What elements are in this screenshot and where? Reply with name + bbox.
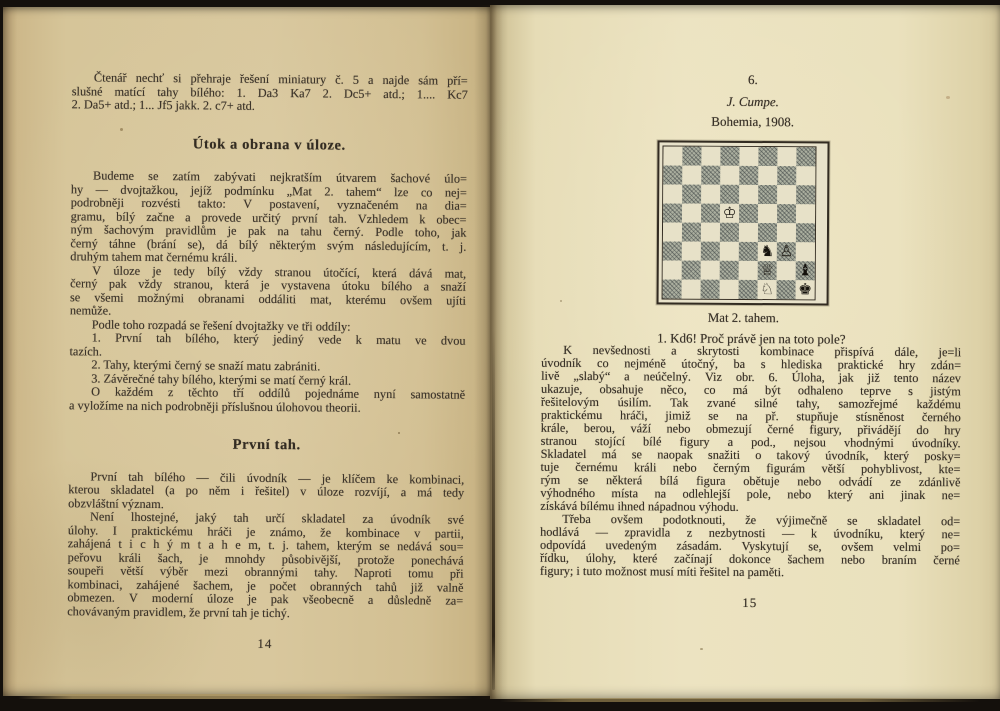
text-line: podrobněji rozvésti takto: V postavení, vyznačeném na dia= [70, 195, 467, 213]
paragraph [72, 71, 468, 115]
white-king: ♔ [722, 203, 737, 222]
text-line: úvodník co nejméně útočný, ba s hlediska praktické hry zdán= [541, 355, 962, 373]
square-g5 [777, 204, 796, 223]
text-line: obzvláštní význam. [68, 495, 164, 511]
paragraph [67, 510, 464, 621]
text-line: Třeba ovšem podotknouti, že výjimečně se skladatel od= [562, 511, 961, 529]
right-text-column [540, 344, 961, 581]
square-b1 [682, 280, 701, 299]
square-c1 [701, 280, 720, 299]
square-a7 [663, 165, 682, 184]
chess-board [662, 145, 817, 300]
text-line: Skladatel má se naopak snažiti o takový úvodník, který posky= [540, 446, 961, 464]
square-g1 [777, 280, 796, 299]
paragraph [70, 264, 466, 321]
left-text-column [67, 71, 468, 621]
black-king: ♚ [798, 280, 813, 299]
section-heading: Útok a obrana v úloze. [192, 135, 346, 154]
square-b3 [682, 242, 701, 261]
text-line: kombinaci, zahájené šachem, je počet obranných tahů již valně [67, 576, 464, 595]
square-e8 [739, 147, 758, 166]
problem-source: Bohemia, 1908. [711, 113, 795, 130]
paragraph [68, 470, 464, 514]
black-knight: ♞ [760, 242, 775, 261]
text-line: livě „slabý“ a neúčelný. Viz obr. 6. Úloha, jak již tento název [541, 368, 961, 386]
square-d3 [720, 242, 739, 261]
text-line: stranou stojící bílé figury a pod., nejsou vhodnými úvodníky. [540, 433, 961, 451]
square-g4 [777, 223, 796, 242]
right-page-content [540, 4, 964, 611]
white-pawn: ♙ [779, 242, 794, 261]
black-bishop: ♝ [798, 261, 813, 280]
text-line: V úloze je tedy bílý vždy stranou útočící, která dává mat, [92, 262, 467, 281]
square-e2 [739, 261, 758, 280]
square-g3 [777, 242, 796, 261]
text-line: figury; i tuto možnost musí míti řešitel na paměti. [539, 563, 785, 580]
square-c3 [701, 242, 720, 261]
square-f6 [758, 185, 777, 204]
square-c4 [701, 223, 720, 242]
text-line: druhým tahem mat černému králi. [70, 249, 238, 265]
text-line: zahájená t i c h ý m t a h e m, t. j. tahem, kterým se nedává sou= [67, 536, 464, 554]
square-g6 [777, 185, 796, 204]
text-line: 2. Tahy, kterými černý se snaží matu zabrániti. [91, 357, 321, 374]
text-line: řídku, úlohy, které začínají dokonce šachem nebo braním černé [539, 550, 960, 568]
problem-author: J. Cumpe. [726, 93, 779, 110]
text-line: odpovídá uvedeným zásadám. Vyskytují se, ovšem velmi po= [540, 537, 961, 555]
square-b7 [682, 166, 701, 185]
page-number-left: 14 [257, 635, 273, 652]
square-a8 [663, 146, 682, 165]
text-line: ukazuje, obsahuje něco, co má být odhaleno teprve s jistým [540, 381, 961, 399]
square-c2 [701, 261, 720, 280]
text-line: černý pak vždy stranou, která je vystavena útoku bílého a snaží [70, 276, 467, 294]
square-f7 [758, 166, 777, 185]
square-d2 [720, 261, 739, 280]
text-line: černý táhne (brání se), dá bílý některým svým následujícím, t. j. [70, 235, 467, 254]
paragraph [69, 385, 465, 415]
square-f1 [758, 280, 777, 299]
square-e7 [739, 166, 758, 185]
square-f2 [758, 261, 777, 280]
chess-diagram [657, 140, 830, 305]
square-d6 [720, 185, 739, 204]
square-f3 [758, 242, 777, 261]
square-g2 [777, 261, 796, 280]
text-line: krále, berou, váží nebo obmezují černé figury, přivádějí do hry [540, 420, 961, 438]
text-line: Podle toho rozpadá se řešení dvojtažky ve tři oddíly: [91, 316, 351, 334]
square-c8 [701, 147, 720, 166]
square-g8 [777, 147, 796, 166]
square-b2 [682, 261, 701, 280]
square-e6 [739, 185, 758, 204]
square-e3 [739, 242, 758, 261]
text-line: nemůže. [69, 303, 112, 318]
problem-number: 6. [747, 71, 758, 88]
square-a2 [663, 260, 682, 279]
square-c6 [701, 185, 720, 204]
square-b8 [682, 147, 701, 166]
square-b4 [682, 223, 701, 242]
square-e1 [739, 280, 758, 299]
square-h1 [796, 280, 815, 299]
square-e5 [739, 204, 758, 223]
square-c7 [701, 166, 720, 185]
square-c5 [701, 204, 720, 223]
page-number-right: 15 [742, 594, 758, 611]
square-a4 [663, 222, 682, 241]
square-a5 [663, 203, 682, 222]
white-queen: ♕ [760, 261, 775, 280]
square-a1 [663, 279, 682, 298]
square-h6 [796, 185, 815, 204]
square-f5 [758, 204, 777, 223]
text-line: chovávaným pravidlem, že první tah je tichý. [67, 603, 290, 620]
text-line: obmezen. V moderní úloze je pak všeobecně a důsledně za= [67, 590, 464, 608]
square-d8 [720, 147, 739, 166]
paragraph [540, 513, 960, 581]
text-line: K nevšednosti a skrytosti kombinace přispívá dále, je=li [563, 342, 962, 360]
text-line: Není lhostejné, jaký tah určí skladatel za úvodník své [90, 509, 465, 527]
text-line: získává bílému ihned nápadnou výhodu. [540, 498, 739, 514]
text-line: se všemi možnými obranami oddáliti mat, kterému ovšem ujíti [69, 289, 467, 308]
text-line: První tah bílého — čili úvodník — je klíčem ke kombinaci, [90, 468, 465, 487]
text-line: slušné matící tahy bílého: 1. Da3 Ka7 2. Dc5+ atd.; 1.... Kc7 [71, 83, 468, 102]
text-line: ným šachovým pravidlům je pak na tahu černý. Podle toho, jak [70, 222, 467, 240]
text-line: a vyložíme na nich podrobněji příslušnou úlohovou theorii. [68, 397, 361, 415]
square-h4 [796, 223, 815, 242]
text-line: tuje černému králi nebo černým figurám větší pohyblivost, kte= [540, 459, 961, 477]
square-d7 [720, 166, 739, 185]
text-line: soupeři větší výběr mezi obrannými tahy. Naproti tomu při [67, 563, 464, 581]
problem-stipulation: Mat 2. tahem. [707, 310, 780, 326]
square-h5 [796, 204, 815, 223]
text-line: peřovu králi šach, je mnohdy působivější, protože ponechává [67, 549, 464, 568]
text-line: 3. Závěrečné tahy bílého, kterými se matí černý král. [91, 370, 352, 388]
left-page [3, 7, 490, 696]
problem-solution: 1. Kd6! Proč právě jen na toto pole? [657, 330, 846, 347]
square-h2 [796, 261, 815, 280]
paragraph [70, 169, 467, 267]
right-page [490, 5, 1000, 699]
white-knight: ♘ [760, 280, 775, 299]
square-b6 [682, 185, 701, 204]
square-f4 [758, 223, 777, 242]
square-d4 [720, 223, 739, 242]
text-line: úlohy. I praktickému hráči je známo, že kombinace v partii, [67, 522, 464, 541]
square-d5 [720, 204, 739, 223]
text-line: řešitelovým úsilím. Tak zvané silné tahy, samozřejmé každému [540, 394, 961, 412]
square-f8 [758, 147, 777, 166]
square-e4 [739, 223, 758, 242]
text-line: výhodného místa na odlehlejší pole, nebo který ani jinak ne= [540, 485, 961, 503]
text-line: tazích. [69, 343, 103, 359]
text-line: hy — dvojtažkou, jejíž podmínku „Mat 2. tahem“ lze co nej= [70, 181, 467, 200]
text-line: gramu, bílý začne a provede určitý první tah. Vzhledem k obec= [70, 208, 467, 227]
square-h3 [796, 242, 815, 261]
square-a6 [663, 184, 682, 203]
square-h7 [796, 166, 815, 185]
page-edge-bottom-right [500, 698, 980, 702]
text-line: rým se některá bílá figura obětuje nebo odvádí ze zdánlivě [540, 472, 961, 490]
square-g7 [777, 166, 796, 185]
text-line: 1. První tah bílého, který jediný vede k matu ve dvou [91, 330, 466, 348]
left-page-content [67, 5, 469, 652]
text-line: O každém z těchto tří oddílů pojednáme nyní samostatně [91, 384, 466, 402]
text-line: Budeme se zatím zabývati nejkratším útvarem šachové úlo= [92, 168, 467, 186]
text-line: 2. Da5+ atd.; 1... Jf5 jakk. 2. c7+ atd. [71, 97, 255, 113]
text-line: hodlává — zpravidla z nezbytnosti — k úvodníku, který ne= [540, 524, 961, 542]
square-b5 [682, 204, 701, 223]
paragraph [540, 344, 961, 516]
text-line: kterou skladatel (a po něm i řešitel) v úloze rozvíjí, a má tedy [68, 482, 465, 500]
square-h8 [796, 147, 815, 166]
page-edge-bottom-left [18, 694, 473, 699]
text-line: Čtenář nechť si přehraje řešení miniatury č. 5 a najde sám pří= [93, 70, 468, 88]
square-d1 [720, 280, 739, 299]
square-a3 [663, 241, 682, 260]
text-line: praktickému hráči, jimiž se na př. stupňuje stísněnost černého [540, 407, 961, 425]
section-heading: První tah. [232, 436, 301, 454]
